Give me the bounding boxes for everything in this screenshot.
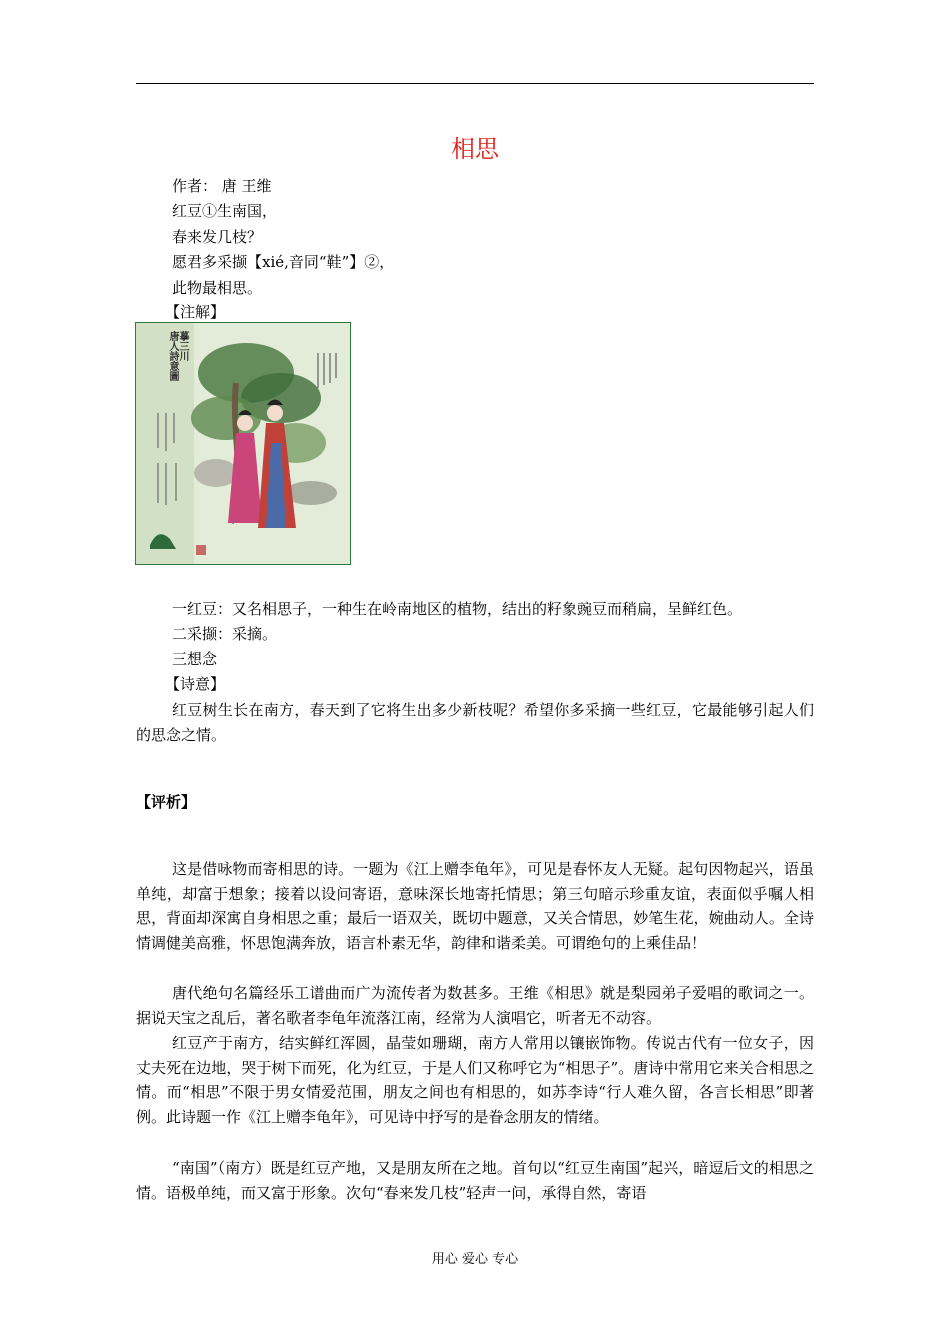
poem-line: 红豆①生南国， bbox=[172, 202, 278, 220]
note-item: 一红豆：又名相思子，一种生在岭南地区的植物，结出的籽象豌豆而稍扁，呈鲜红色。 bbox=[172, 600, 743, 618]
illustration-seal-1: 摹三川 bbox=[177, 331, 188, 361]
note-item: 二采撷：采摘。 bbox=[172, 625, 278, 643]
illustration-seal-2: 唐人詩意圖 bbox=[167, 331, 178, 381]
meaning-text: 红豆树生长在南方，春天到了它将生出多少新枝呢？希望你多采摘一些红豆，它最能够引起人们的思念之情。 bbox=[136, 701, 814, 744]
analysis-paragraph: 红豆产于南方，结实鲜红浑圆，晶莹如珊瑚，南方人常用以镶嵌饰物。传说古代有一位女子，因丈夫死在边地，哭于树下而死，化为红豆，于是人们又称呼它为“相思子”。唐诗中常用它来关合相思之情。而“相思”不限于男女情爱范围，朋友之间也有相思的，如苏李诗“行人难久留，各言长相思”即著例。此诗题一作《江上赠李龟年》，可见诗中抒写的是眷念朋友的情绪。 bbox=[136, 1034, 814, 1126]
page-footer: 用心 爱心 专心 bbox=[431, 1252, 519, 1267]
analysis-paragraph: 这是借咏物而寄相思的诗。一题为《江上赠李龟年》，可见是春怀友人无疑。起句因物起兴，语虽单纯，却富于想象；接着以设问寄语，意味深长地寄托情思；第三句暗示珍重友谊，表面似乎嘱人相思，背面却深寓自身相思之重；最后一语双关，既切中题意，又关合情思，妙笔生花，婉曲动人。全诗情调健美高雅，怀思饱满奔放，语言朴素无华，韵律和谐柔美。可谓绝句的上乘佳品！ bbox=[136, 860, 814, 952]
poem-line: 愿君多采撷【xié,音同“鞋”】②， bbox=[172, 253, 395, 271]
poem-title: 相思 bbox=[451, 135, 499, 163]
author-line: 作者： 唐 王维 bbox=[172, 177, 272, 195]
header-rule bbox=[136, 83, 814, 84]
poem-illustration bbox=[135, 322, 351, 565]
meaning-heading: 【诗意】 bbox=[165, 675, 226, 693]
analysis-paragraph: “南国”（南方）既是红豆产地，又是朋友所在之地。首句以“红豆生南国”起兴，暗逗后文的相思之情。语极单纯，而又富于形象。次句“春来发几枝”轻声一问，承得自然，寄语 bbox=[136, 1159, 814, 1202]
poem-line: 此物最相思。 bbox=[172, 279, 263, 297]
analysis-heading: 【评析】 bbox=[136, 793, 197, 811]
note-item: 三想念 bbox=[172, 650, 218, 668]
poem-line: 春来发几枝？ bbox=[172, 228, 263, 246]
notes-heading: 【注解】 bbox=[165, 303, 226, 321]
analysis-paragraph: 唐代绝句名篇经乐工谱曲而广为流传者为数甚多。王维《相思》就是梨园弟子爱唱的歌词之一。据说天宝之乱后，著名歌者李龟年流落江南，经常为人演唱它，听者无不动容。 bbox=[136, 984, 814, 1027]
